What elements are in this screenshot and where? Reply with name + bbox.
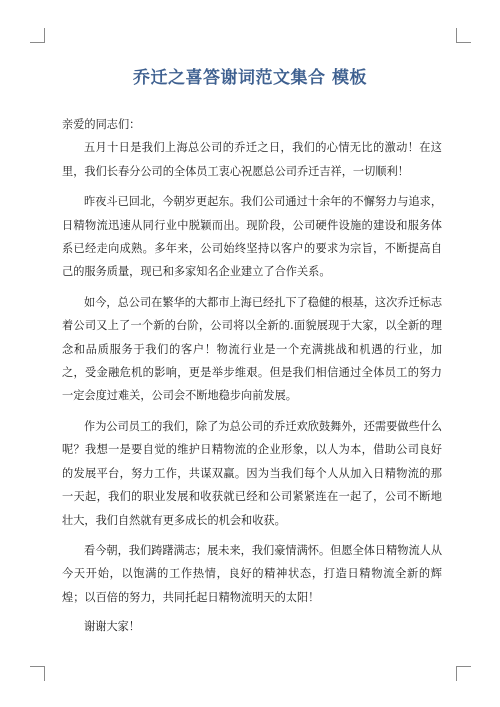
salutation: 亲爱的同志们： — [62, 118, 141, 131]
document-title: 乔迁之喜答谢词范文集合 模板 — [133, 68, 367, 88]
paragraph-2: 昨夜斗已回北，今朝岁更起东。我们公司通过十余年的不懈努力与追求，日精物流迅速从同行业中脱颖而出。现阶段，公司硬件设施的建设和服务体系已经走向成熟。多年来，公司始终坚持以客户的要求为宗旨，不断提高自己的服务质量，现已和多家知名企业建立了合作关系。 — [62, 195, 443, 279]
paragraph-5: 看今朝，我们踌躇满志；展未来，我们豪情满怀。但愿全体日精物流人从今天开始，以饱满的工作热情，良好的精神状态，打造日精物流全新的辉煌；以百倍的努力，共同托起日精物流明天的太阳！ — [62, 543, 443, 604]
crop-mark-bottom-left — [30, 666, 45, 681]
paragraph-3: 如今，总公司在繁华的大都市上海已经扎下了稳健的根基，这次乔迁标志着公司又上了一个新的台阶，公司将以全新的.面貌展现于大家，以全新的理念和品质服务于我们的客户！物流行业是一个充满挑战和机遇的行业，加之，受金融危机的影响，更是举步维艰。但是我们相信通过全体员工的努力一定会度过难关，公司会不断地稳步向前发展。 — [62, 295, 443, 403]
crop-mark-top-left — [30, 28, 45, 43]
document-body — [62, 113, 442, 639]
paragraph-1: 五月十日是我们上海总公司的乔迁之日，我们的心情无比的激动！在这里，我们长春分公司的全体员工衷心祝愿总公司乔迁吉祥，一切顺利！ — [62, 141, 442, 178]
crop-mark-bottom-right — [456, 666, 471, 681]
paragraph-4: 作为公司员工的我们，除了为总公司的乔迁欢欣鼓舞外，还需要做些什么呢？我想一是要自觉的维护日精物流的企业形象，以人为本，借助公司良好的发展平台，努力工作，共谋双赢。因为当我们每个人从加入日精物流的那一天起，我们的职业发展和收获就已经和公司紧紧连在一起了，公司不断地壮大，我们自然就有更多成长的机会和收获。 — [62, 419, 443, 527]
crop-mark-top-right — [456, 28, 471, 43]
closing: 谢谢大家！ — [84, 620, 140, 634]
